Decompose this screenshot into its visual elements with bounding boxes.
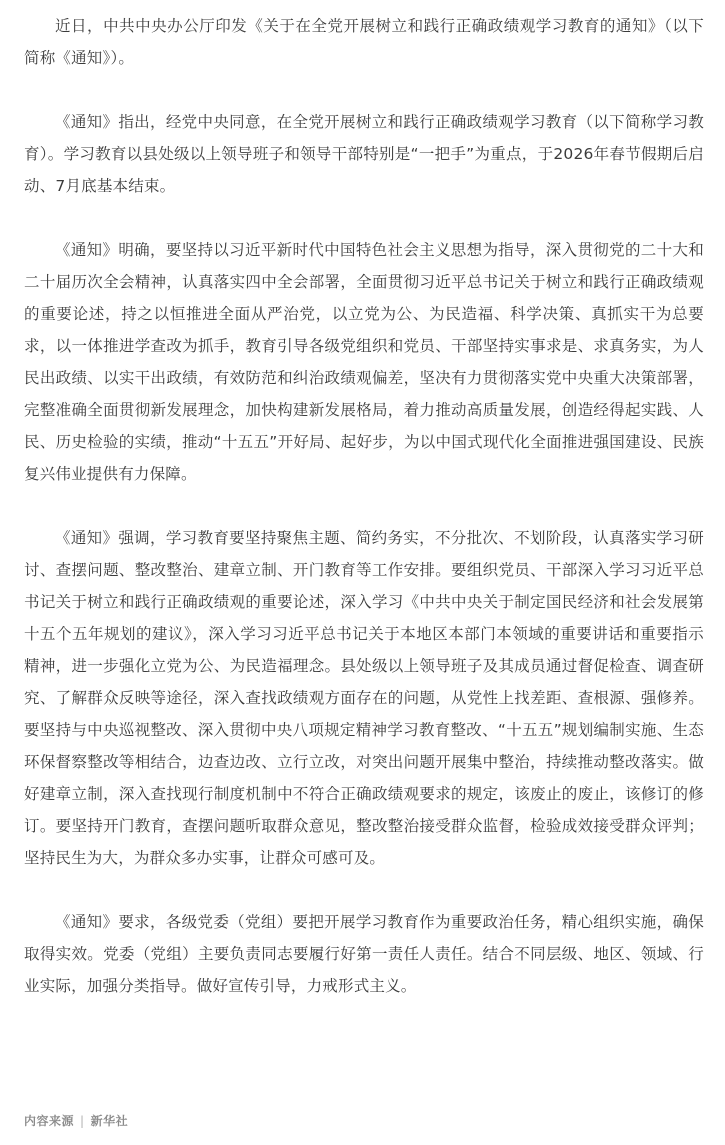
paragraph-notice-clarifies: 《通知》明确，要坚持以习近平新时代中国特色社会主义思想为指导，深入贯彻党的二十大和二十届历次全会精神，认真落实四中全会部署，全面贯彻习近平总书记关于树立和践行正确政绩观的重要论述，持之以恒推进全面从严治党，以立党为公、为民造福、科学决策、真抓实干为总要求，以一体推进学查改为抓手，教育引导各级党组织和党员、干部坚持实事求是、求真务实，为人民出政绩、以实干出政绩，有效防范和纠治政绩观偏差，坚决有力贯彻落实党中央重大决策部署，完整准确全面贯彻新发展理念，加快构建新发展格局，着力推动高质量发展，创造经得起实践、人民、历史检验的实绩，推动“十五五”开好局、起好步，为以中国式现代化全面推进强国建设、民族复兴伟业提供有力保障。 — [24, 241, 704, 483]
article-body — [24, 10, 704, 1002]
paragraph-notice-emphasizes: 《通知》强调，学习教育要坚持聚焦主题、简约务实，不分批次、不划阶段，认真落实学习研讨、查摆问题、整改整治、建章立制、开门教育等工作安排。要组织党员、干部深入学习习近平总书记关于树立和践行正确政绩观的重要论述，深入学习《中共中央关于制定国民经济和社会发展第十五个五年规划的建议》，深入学习习近平总书记关于本地区本部门本领域的重要讲话和重要指示精神，进一步强化立党为公、为民造福理念。县处级以上领导班子及其成员通过督促检查、调查研究、了解群众反映等途径，深入查找政绩观方面存在的问题，从党性上找差距、查根源、强修养。要坚持与中央巡视整改、深入贯彻中央八项规定精神学习教育整改、“十五五”规划编制实施、生态环保督察整改等相结合，边查边改、立行立改，对突出问题开展集中整治，持续推动整改落实。做好建章立制，深入查找现行制度机制中不符合正确政绩观要求的规定，该废止的废止，该修订的修订。要坚持开门教育，查摆问题听取群众意见，整改整治接受群众监督，检验成效接受群众评判；坚持民生为大，为群众多办实事，让群众可感可及。 — [24, 529, 704, 867]
paragraph-intro: 近日，中共中央办公厅印发《关于在全党开展树立和践行正确政绩观学习教育的通知》（以下简称《通知》）。 — [24, 17, 704, 67]
paragraph-notice-requires: 《通知》要求，各级党委（党组）要把开展学习教育作为重要政治任务，精心组织实施，确保取得实效。党委（党组）主要负责同志要履行好第一责任人责任。结合不同层级、地区、领域、行业实际，加强分类指导。做好宣传引导，力戒形式主义。 — [24, 913, 704, 995]
content-source — [24, 1112, 128, 1129]
paragraph-notice-states: 《通知》指出，经党中央同意，在全党开展树立和践行正确政绩观学习教育（以下简称学习教育）。学习教育以县处级以上领导班子和领导干部特别是“一把手”为重点，于2026年春节假期后启动、7月底基本结束。 — [24, 113, 704, 195]
source-name: 新华社 — [90, 1114, 129, 1128]
source-separator: | — [80, 1114, 85, 1128]
source-label: 内容来源 — [24, 1114, 75, 1128]
